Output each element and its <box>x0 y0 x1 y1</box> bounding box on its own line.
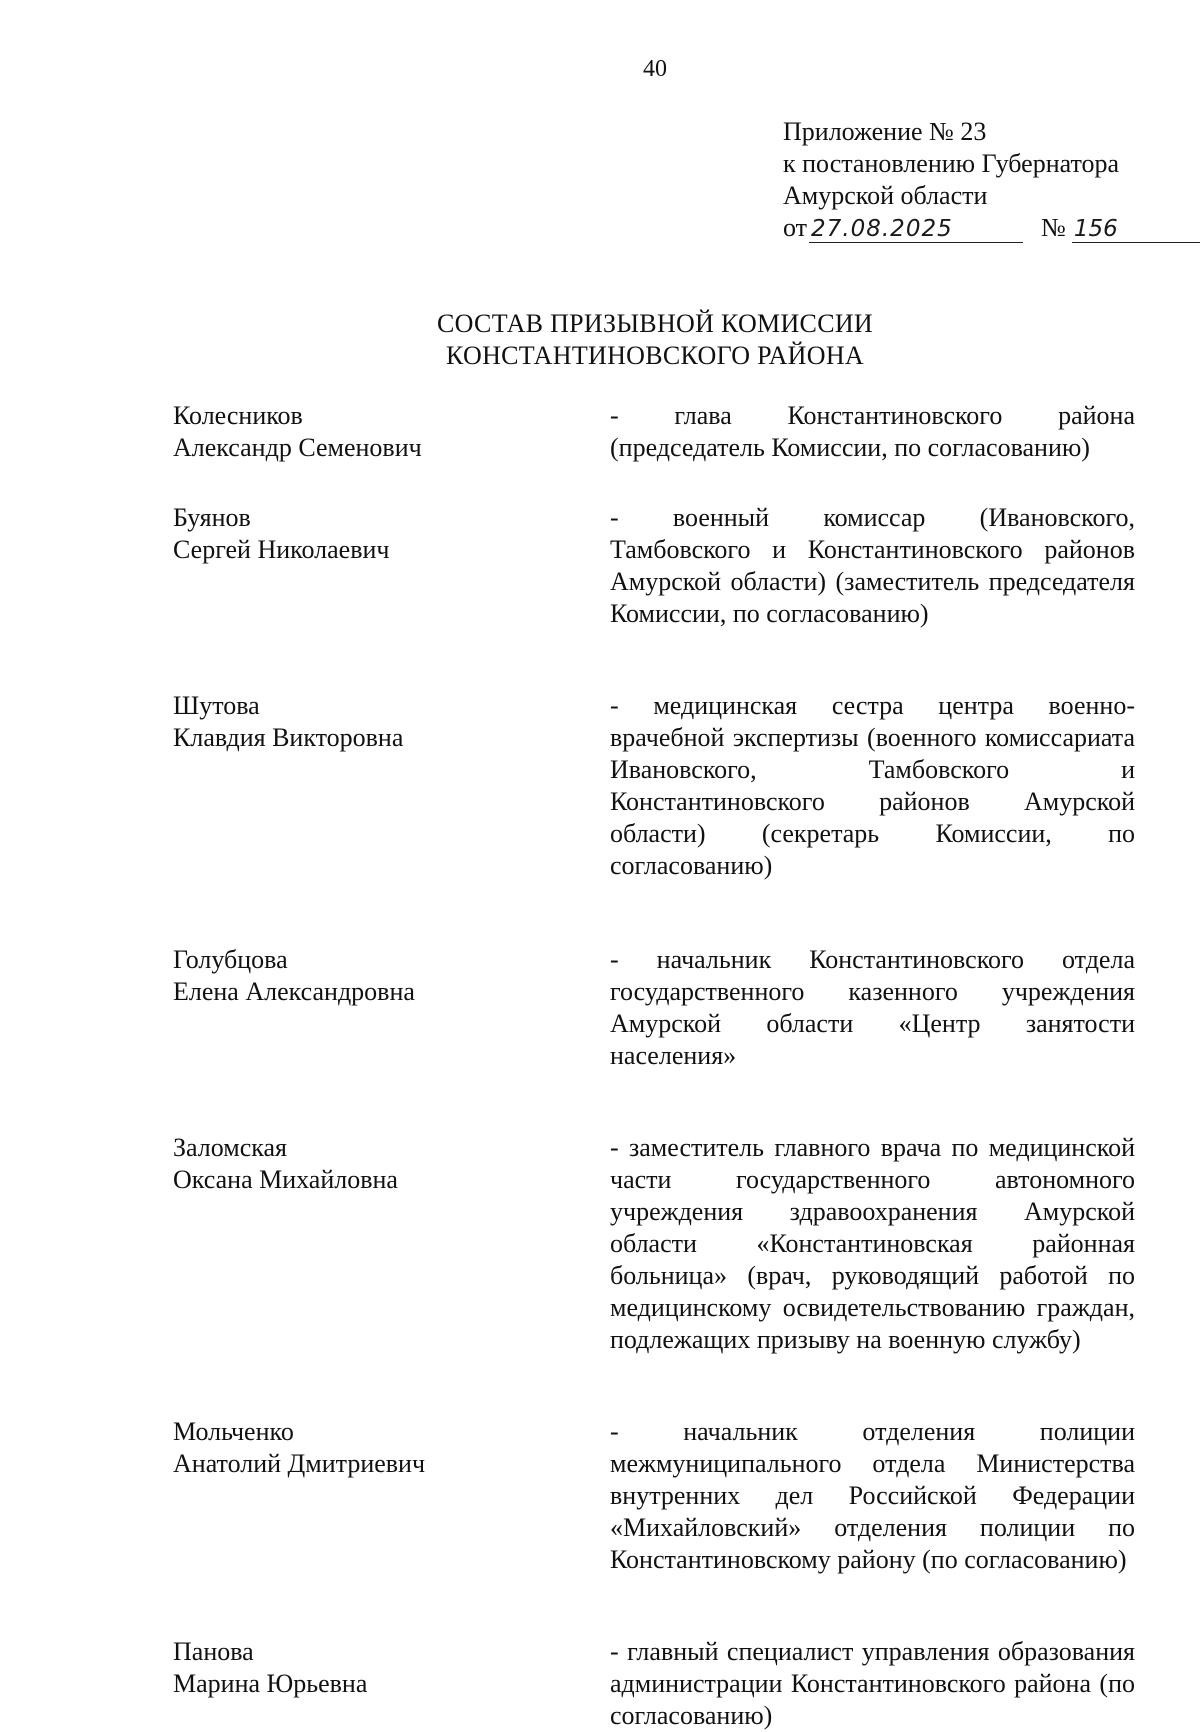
member-role: - начальник Константиновского отдела государственного казенного учреждения Амурской области «Центр занятости населения» <box>610 945 1135 1070</box>
handwritten-date: 27.08.2025 <box>809 216 1023 243</box>
member-role: - глава Константиновского района (председатель Комиссии, по согласованию) <box>610 401 1135 462</box>
member-role: - начальник отделения полиции межмуниципального отдела Министерства внутренних дел Российской Федерации «Михайловский» отделения полиции по Константиновскому району (по согласованию) <box>610 1417 1135 1574</box>
page-number: 40 <box>643 56 667 82</box>
member-surname: Заломская <box>173 1133 288 1162</box>
member-surname: Шутова <box>173 691 260 720</box>
appendix-line-3: Амурской области <box>783 181 988 210</box>
member-row <box>173 1636 1135 1732</box>
member-role: - военный комиссар (Ивановского, Тамбовского и Константиновского районов Амурской области) (заместитель председателя Комиссии, по согласованию) <box>610 503 1135 628</box>
member-name <box>173 1132 610 1356</box>
member-surname: Колесников <box>173 401 303 430</box>
member-surname: Голубцова <box>173 945 288 974</box>
member-surname: Панова <box>173 1637 254 1666</box>
member-given-names: Сергей Николаевич <box>173 535 390 564</box>
member-row <box>173 1132 1135 1356</box>
member-given-names: Клавдия Викторовна <box>173 723 404 752</box>
title-line-1: СОСТАВ ПРИЗЫВНОЙ КОМИССИИ <box>437 309 873 338</box>
number-label: № <box>1041 213 1066 242</box>
member-row <box>173 690 1135 882</box>
member-surname: Буянов <box>173 503 251 532</box>
member-given-names: Александр Семенович <box>173 433 422 462</box>
commission-member-list <box>173 400 1135 1732</box>
member-name <box>173 944 610 1072</box>
member-surname: Мольченко <box>173 1417 294 1446</box>
member-name <box>173 1636 610 1732</box>
member-role: - главный специалист управления образования администрации Константиновского района (по согласованию) <box>610 1637 1135 1730</box>
appendix-line-1: Приложение № 23 <box>783 117 987 146</box>
member-row <box>173 1416 1135 1576</box>
member-role: - медицинская сестра центра военно-врачебной экспертизы (военного комиссариата Ивановского, Тамбовского и Константиновского районов Амурской области) (секретарь Комиссии, по согласованию) <box>610 691 1135 880</box>
title-line-2: КОНСТАНТИНОВСКОГО РАЙОНА <box>446 341 864 370</box>
member-role: - заместитель главного врача по медицинской части государственного автономного учреждения здравоохранения Амурской области «Константиновская районная больница» (врач, руководящий работой по медицинскому освидетельствованию граждан, подлежащих призыву на военную службу) <box>610 1133 1135 1354</box>
member-name <box>173 502 610 630</box>
member-given-names: Анатолий Дмитриевич <box>173 1449 426 1478</box>
member-name <box>173 400 610 464</box>
member-row <box>173 944 1135 1072</box>
appendix-date-line <box>783 212 1200 244</box>
appendix-line-2: к постановлению Губернатора <box>783 149 1120 178</box>
member-name <box>173 1416 610 1576</box>
handwritten-number: 156 <box>1072 216 1200 243</box>
document-title <box>0 308 1200 372</box>
member-given-names: Елена Александровна <box>173 977 415 1006</box>
member-row <box>173 502 1135 630</box>
member-name <box>173 690 610 882</box>
member-given-names: Оксана Михайловна <box>173 1165 398 1194</box>
appendix-block <box>783 116 1200 244</box>
member-row <box>173 400 1135 464</box>
from-label: от <box>783 213 808 242</box>
member-given-names: Марина Юрьевна <box>173 1669 368 1698</box>
